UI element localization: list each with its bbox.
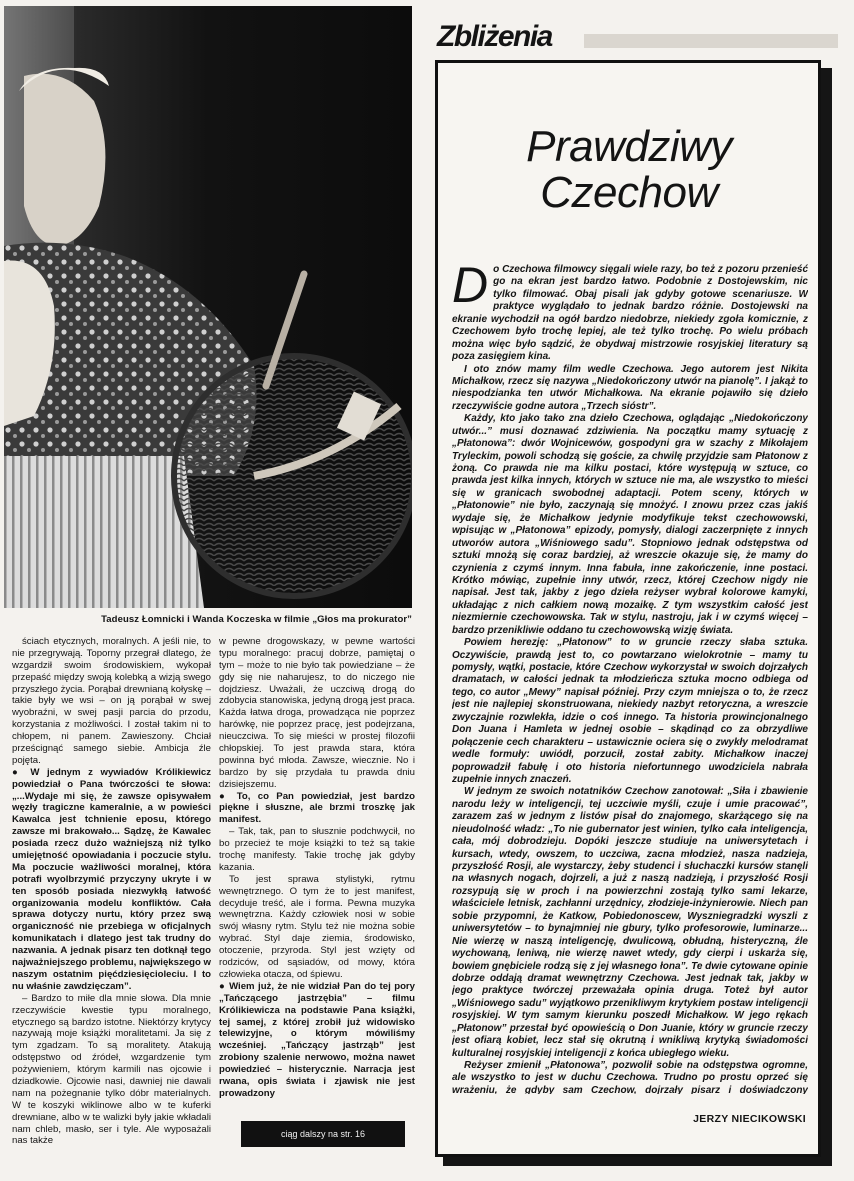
article-title-line-2: Czechow [540, 168, 718, 218]
interview-column-left [12, 636, 211, 1176]
interview-column-right [219, 636, 415, 1116]
film-still-photo [4, 6, 412, 608]
article-paragraph: Powiem herezję: „Płatonow” to w gruncie rzeczy słaba sztuka. Oczywiście, prawdą jest to, co powtarzano wielokrotnie – mamy tu pomysły, wątki, postacie, które Czechow wykorzystał w swoich dojrzałych dramatach, w całości jednak ta młodzieńcza sztuka mocno odbiega od tego, co autor „Mewy” napisał później. Przy czym mniejsza o to, że rzecz jest nie najlepiej skonstruowana, niekiedy nazbyt retoryczna, a wreszcie zwyczajnie rozwlekła, idzie o coś innego. Ta historia prowincjonalnego Don Juana i Hamleta w jednej osobie – skądinąd co za obrzydliwe połączenie cech charakteru – ustawicznie ociera się o zwykły melodramat wedle formuły: uwiódł, porzucił, został zabity. Michałkow inaczej poprowadził fabułę i oto historia niefortunnego uwodziciela nabrała zupełnie innych znaczeń. [452, 637, 808, 785]
drop-cap: D [452, 264, 489, 313]
photo-caption: Tadeusz Łomnicki i Wanda Koczeska w filmie „Głos ma prokurator” [101, 614, 412, 625]
article-body [452, 264, 808, 1094]
film-still-image [4, 6, 412, 608]
section-title: Zbliżenia [437, 20, 552, 53]
interview-paragraph: ściach etycznych, moralnych. A jeśli nie, to nie przegrywają. Toporny przegrał dlatego, że wzgardził swoim środowiskiem, wykopał przepaść między swoją kolebką a wizją swego przyszłego życia. Porąbał drewnianą kołyskę – takie były we wsi – on ją porąbał w swej wyobraźni, w swej pasji parcia do przodu, korzystania z możliwości. I został takim ni to chłopem, ni panem. Zawieszony. Chciał prześcignąć samego siebie. Ambicja źle pojęta. [12, 636, 211, 766]
article-title-line-1: Prawdziwy [526, 122, 732, 171]
continuation-note [241, 1121, 405, 1147]
article-paragraph: Reżyser zmienił „Płatonowa”, pozwolił sobie na odstępstwa ogromne, ale wszystko to jest w duchu Czechowa. Trudno po prostu oprzeć się wrażeniu, że gdyby sam Czechow, dojrzały pisarz i doświadczony [452, 1060, 808, 1094]
interview-question: ● W jednym z wywiadów Królikiewicz powiedział o Pana twórczości te słowa: „...Wydaje mi się, że zawsze opisywałem węzły tragiczne kameralnie, a w powieści Kawalca jest tchnienie eposu, którego zawsze mi brakowało... Sądzę, że Kawalec posiada rzecz dużo ważniejszą niż tylko umiejętność opowiadania i poczucie stylu. Ma poczucie ważliwości moralnej, która potrafi wyolbrzymić przyczyny ukryte i w ten sposób posiada niezwykłą łatwość organizowania modelu konfliktów. Cała sprawa dotyczy nurtu, który przez swą organiczność nie przebiega w oficjalnych komunikatach i dlatego jest tak trudny do nazwania. A jednak pisarz ten dotknął tego najważniejszego problemu, największego w naszym ostatnim pięćdziesięcioleciu. I to nu właśnie zawdzięczam”. [12, 767, 211, 993]
article-paragraph: Każdy, kto jako tako zna dzieło Czechowa, oglądając „Niedokończony utwór...” musi doznawać zdziwienia. Na początku mamy sytuację z „Płatonowa”: dwór Wojnicewów, gospodyni gra w szachy z Mikołajem Tryleckim, powoli schodzą się goście, za chwilę przyjdzie sam Płatonow z żoną. Co prawda nie ma kilku postaci, które występują w sztuce, co prawda jest kilka innych, których w sztuce nie ma, ale wszystko to mieści się w granicach swobodnej adaptacji. Potem sceny, których w „Płatonowie” nie było, zaczynają się mnożyć. I znowu przez czas jakiś wydaje się, że Michałkow jedynie modyfikuje tekst czechowowski, wpisując w „Płatonowa” epizody, pomysły, dialogi zaczerpnięte z innych utworów autora „Wiśniowego sadu”. Stopniowo jednak odstępstwa od sztuki mnożą się coraz bardziej, aż wreszcie okazuje się, że mamy do czynienia z czymś innym. Inna fabuła, inne zakończenie, inne postaci. Krótko mówiąc, zupełnie inny utwór, rzecz, której Czechow nigdy nie napisał. Jest tak, jakby z jego dzieła reżyser wybrał kolorowe kamyki, układając z nich całkiem nową mozaikę. Z tym wszystkim całość jest niezmiernie czechowowska. Tak w stylu, nastroju, jak i w czymś więcej – bardzo przenikliwie oddano tu czechowowską wizję świata. [452, 413, 808, 636]
article-paragraph: W jednym ze swoich notatników Czechow zanotował: „Siła i zbawienie narodu leży w inteligencji, tej uczciwie myśli, czuje i umie pracować”, zarazem zaś w jednym z listów pisał do znajomego, skarżącego się na nieudolność władz: „To nie gubernator jest winien, tylko cała inteligencja, cała, mój dobrodzieju. Dopóki jeszcze studiuje na uniwersytetach i kursach, wtedy, owszem, to uczciwa, zacna młodzież, nasza nadzieja, przyszłość Rosji, ale wystarczy, żeby studenci i słuchaczki kursów stanęli na własnych nogach, dojrzeli, a już z naszą nadzieją, i przyszłość Rosji rozsypują się w proch i na powierzchni zostają tylko sami lekarze, właściciele letnisk, zachłanni urzędnicy, złodzieje-inżynierowie. Niech pan sobie przypomni, że Katkow, Pobiedonoscew, Wyszniegradzki wyszli z uniwersytetów – to bynajmniej nie gbury, tylko profesorowie, luminarze... Nie wierzę w naszą inteligencję, dwulicową, obłudną, histeryczną, źle wychowaną, leniwą, nie wierzę nawet wtedy, gdy cierpi i uskarża się, bowiem gnębiciele rodzą się z jej własnego łona”. Te dwie cytowane opinie dobrze oddają dramat wewnętrzny Czechowa. Jest jednak tak, jakby w jego praktyce twórczej przeważała opinia druga. Toteż był autor „Wiśniowego sadu” wyjątkowo przenikliwym krytykiem postaw inteligencji rosyjskiej. W tym samym kierunku poszedł Michałkow. W jego rękach „Płatonow” przestał być opowieścią o Don Juanie, który w gruncie rzeczy jest ofiarą kobiet, lecz stał się okrutną i wnikliwą krytyką świadomości kulturalnej rosyjskiej inteligencji z końca ubiegłego wieku. [452, 786, 808, 1059]
interview-question: ● To, co Pan powiedział, jest bardzo piękne i słuszne, ale brzmi troszkę jak manifest. [219, 791, 415, 827]
frame-shadow-right [821, 68, 832, 1166]
section-header-bar [584, 34, 838, 48]
continuation-text: ciąg dalszy na str. 16 [280, 1129, 366, 1139]
interview-paragraph: To jest sprawa stylistyki, rytmu wewnętrznego. O tym że to jest manifest, decyduje treść, ale i forma. Pewna muzyka wewnętrzna. Każdy człowiek nosi w sobie swój własny rytm. Stylu też nie można sobie wybrać. Styl daje ziemia, środowisko, otoczenie, przyroda. Styl jest wzięty od rodziców, od sąsiadów, od mowy, która człowieka otacza, od śpiewu. [219, 873, 415, 980]
interview-paragraph: w pewne drogowskazy, w pewne wartości typu moralnego: pracuj dobrze, pamiętaj o tym – może to nie było tak powiedziane – że gdy się nie naharujesz, to do niczego nie dojdziesz. Uważali, że uczciwą drogą do zdobycia stanowiska, jedyną drogą jest praca. Każda łatwa droga, prowadząca nie poprzez harówkę, nie poprzez pracę, jest podejrzana, nieuczciwa. To się mieści w prostej filozofii chłopskiej. To jest prawda stara, która powinna być młoda. Zawsze, wiecznie. No i bardzo by się przydała tu prawda dniu dzisiejszemu. [219, 636, 415, 790]
article-paragraph: I oto znów mamy film wedle Czechowa. Jego autorem jest Nikita Michałkow, rzecz się nazywa „Niedokończony utwór na pianolę”. I jakąż to niespodzianka ten utwór Michałkowa. Na ekranie pojawiło się dzieło rzeczywiście godne autora „Trzech sióstr”. [452, 363, 808, 412]
interview-question: ● Wiem już, że nie widział Pan do tej pory „Tańczącego jastrzębia” – filmu Królikiewicza na podstawie Pana książki, tej samej, z której zrobił już widowisko telewizyjne, o którym mówiliśmy wcześniej. „Tańczący jastrząb” jest zrobiony szalenie nerwowo, można nawet powiedzieć – histerycznie. Narracja jest rwana, opis świata i zjawisk nie jest prowadzony [219, 981, 415, 1100]
interview-paragraph: – Bardzo to miłe dla mnie słowa. Dla mnie rzeczywiście kwestie typu moralnego, etycznego są bardzo istotne. Niektórzy krytycy nazywają moje książki moralitetami. Ja się z tym zgadzam. To są moralitety. Atakują odstępstwo od źródeł, wzgardzenie tym pożywieniem, którym karmili nas ojcowie i dziadkowie. Ojcowie nasi, dawniej nie dawali nam na pożegnanie tylko dóbr materialnych. W te koszyki wiklinowe albo w te kuferki drewniane, albo w te walizki były jakie wkładali nam chleb, masło, ser i tyle. Ale wyposażali nas także [12, 992, 211, 1147]
interview-paragraph: – Tak, tak, pan to słusznie podchwycił, no bo przecież te moje książki to też są takie trochę manifesty. Takie trochę jak gdyby kazania. [219, 826, 415, 873]
article-first-text: o Czechowa filmowcy sięgali wiele razy, bo też z pozoru przenieść go na ekran jest bardzo łatwo. Podobnie z Dostojewskim, nic tylko filmować. Obaj pisali jak gdyby gotowe scenariusze. W praktyce wyglądało to jednak bardzo różnie. Dostojewski na ekranie wychodził na ogół bardzo niedobrze, niekiedy zgoła komicznie, z Czechowem było trochę lepiej, ale też tylko trochę. Po wielu próbach można więc było sądzić, że obydwaj mistrzowie rosyjskiej literatury są poza zasięgiem kina. [452, 264, 808, 363]
article-paragraph-first [452, 264, 808, 364]
article-author: JERZY NIECIKOWSKI [693, 1113, 806, 1125]
frame-shadow-bottom [443, 1157, 832, 1166]
article-title [437, 124, 821, 216]
